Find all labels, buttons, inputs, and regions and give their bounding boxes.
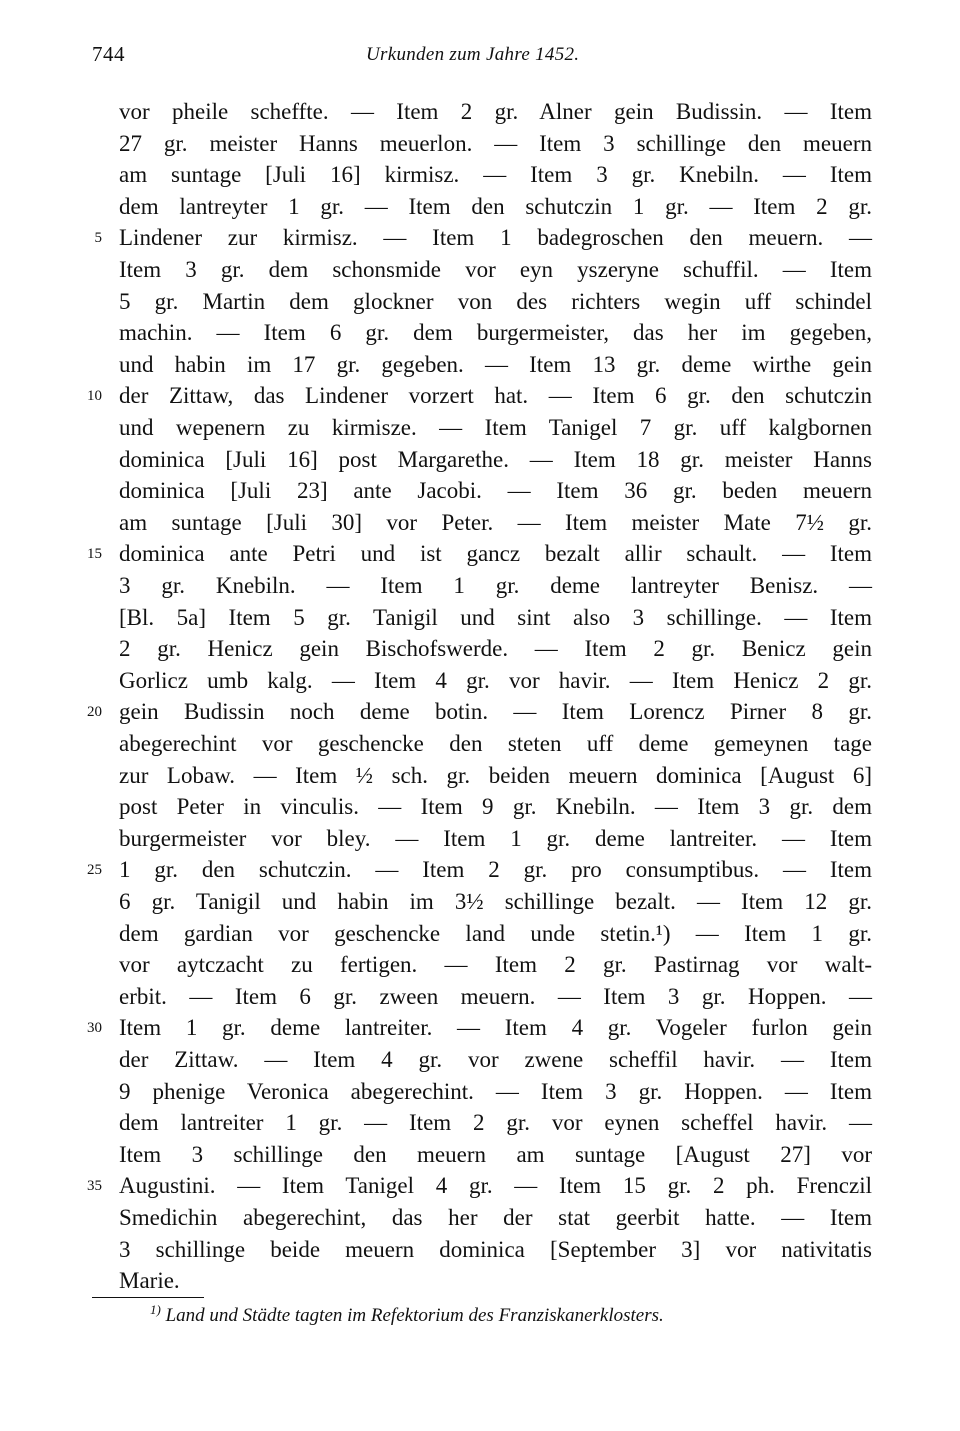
- footnote: [150, 1303, 870, 1329]
- text-line: am suntage [Juli 16] kirmisz. — Item 3 gr. Knebiln. — Item: [119, 162, 872, 188]
- text-line: zur Lobaw. — Item ½ sch. gr. beiden meuern dominica [August 6]: [119, 762, 872, 788]
- line-number: 10: [87, 388, 102, 405]
- footnote-divider: [92, 1297, 204, 1298]
- footnote-marker: 1): [150, 1302, 161, 1317]
- text-line: vor pheile scheffte. — Item 2 gr. Alner gein Budissin. — Item: [119, 99, 872, 124]
- text-line: 3 schillinge beide meuern dominica [September 3] vor nativitatis: [119, 1236, 872, 1262]
- line-number: 30: [87, 1020, 102, 1037]
- text-line: der Zittaw. — Item 4 gr. vor zwene scheffil havir. — Item: [119, 1047, 872, 1072]
- text-line: 27 gr. meister Hanns meuerlon. — Item 3 schillinge den meuern: [119, 130, 872, 156]
- text-line: [Bl. 5a] Item 5 gr. Tanigil und sint also 3 schillinge. — Item: [119, 604, 872, 630]
- text-line: dominica ante Petri und ist gancz bezalt allir schault. — Item: [119, 541, 872, 567]
- text-line: dominica [Juli 23] ante Jacobi. — Item 36 gr. beden meuern: [119, 478, 872, 504]
- text-line: dem gardian vor geschencke land unde stetin.¹) — Item 1 gr.: [119, 920, 872, 946]
- page-header: [92, 42, 882, 82]
- text-line: Gorlicz umb kalg. — Item 4 gr. vor havir. — Item Henicz 2 gr.: [119, 667, 872, 693]
- text-line: 2 gr. Henicz gein Bischofswerde. — Item 2 gr. Benicz gein: [119, 636, 872, 662]
- footnote-text: Land und Städte tagten im Refektorium des Franziskanerklosters.: [165, 1305, 664, 1326]
- text-line: Item 3 schillinge den meuern am suntage [August 27] vor: [119, 1141, 872, 1167]
- text-line: 6 gr. Tanigil und habin im 3½ schillinge bezalt. — Item 12 gr.: [119, 889, 872, 914]
- text-line: Item 3 gr. dem schonsmide vor eyn yszeryne schuffil. — Item: [119, 257, 872, 282]
- text-line: machin. — Item 6 gr. dem burgermeister, das her im gegeben,: [119, 320, 872, 346]
- line-number: 5: [94, 230, 102, 247]
- text-line: dem lantreiter 1 gr. — Item 2 gr. vor eynen scheffel havir. —: [119, 1110, 872, 1136]
- text-line: der Zittaw, das Lindener vorzert hat. — Item 6 gr. den schutczin: [119, 383, 872, 409]
- text-line: Marie.: [119, 1268, 180, 1294]
- line-number: 25: [87, 862, 102, 879]
- text-line: erbit. — Item 6 gr. zween meuern. — Item 3 gr. Hoppen. —: [119, 983, 872, 1009]
- text-line: 5 gr. Martin dem glockner von des richters wegin uff schindel: [119, 288, 872, 314]
- page-number: 744: [92, 42, 125, 66]
- text-line: abegerechint vor geschencke den steten uff deme gemeynen tage: [119, 731, 872, 756]
- text-line: Smedichin abegerechint, das her der stat geerbit hatte. — Item: [119, 1205, 872, 1230]
- text-line: Item 1 gr. deme lantreiter. — Item 4 gr. Vogeler furlon gein: [119, 1015, 872, 1041]
- text-line: vor aytczacht zu fertigen. — Item 2 gr. Pastirnag vor walt-: [119, 952, 872, 978]
- text-line: gein Budissin noch deme botin. — Item Lorencz Pirner 8 gr.: [119, 699, 872, 725]
- line-number: 20: [87, 704, 102, 721]
- text-line: burgermeister vor bley. — Item 1 gr. deme lantreiter. — Item: [119, 825, 872, 851]
- line-number: 15: [87, 546, 102, 563]
- text-line: Augustini. — Item Tanigel 4 gr. — Item 15 gr. 2 ph. Frenczil: [119, 1173, 872, 1199]
- text-line: dem lantreyter 1 gr. — Item den schutczin 1 gr. — Item 2 gr.: [119, 193, 872, 219]
- running-title: Urkunden zum Jahre 1452.: [366, 44, 580, 65]
- text-line: 1 gr. den schutczin. — Item 2 gr. pro consumptibus. — Item: [119, 857, 872, 883]
- text-line: 9 phenige Veronica abegerechint. — Item 3 gr. Hoppen. — Item: [119, 1078, 872, 1104]
- text-line: am suntage [Juli 30] vor Peter. — Item meister Mate 7½ gr.: [119, 509, 872, 535]
- text-line: 3 gr. Knebiln. — Item 1 gr. deme lantreyter Benisz. —: [119, 573, 872, 598]
- text-line: und wepenern zu kirmisze. — Item Tanigel 7 gr. uff kalgbornen: [119, 415, 872, 440]
- text-line: post Peter in vinculis. — Item 9 gr. Knebiln. — Item 3 gr. dem: [119, 794, 872, 820]
- line-number: 35: [87, 1178, 102, 1195]
- text-line: Lindener zur kirmisz. — Item 1 badegroschen den meuern. —: [119, 225, 872, 251]
- text-line: dominica [Juli 16] post Margarethe. — Item 18 gr. meister Hanns: [119, 446, 872, 472]
- text-line: und habin im 17 gr. gegeben. — Item 13 gr. deme wirthe gein: [119, 351, 872, 377]
